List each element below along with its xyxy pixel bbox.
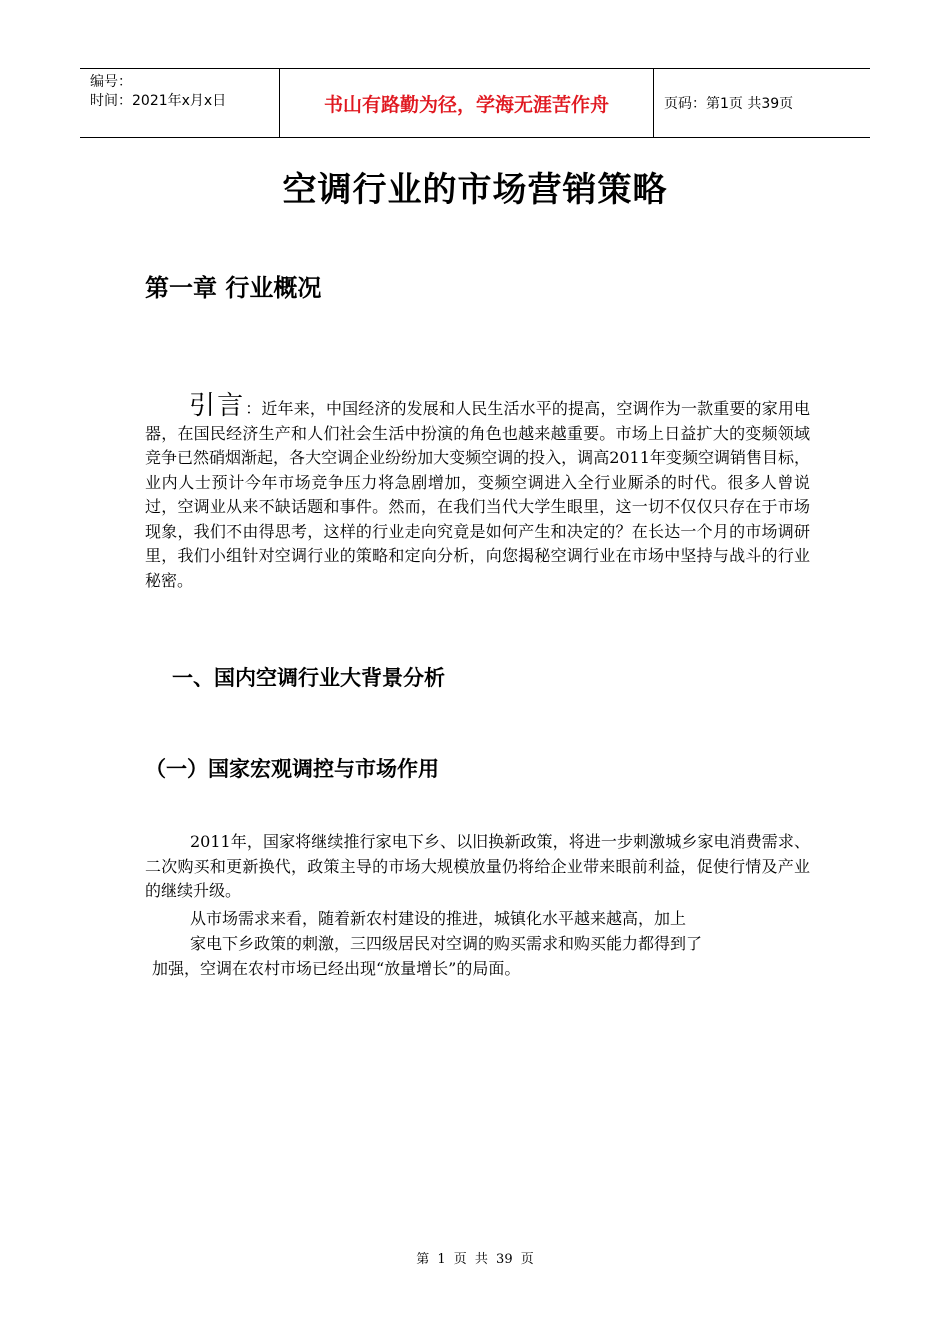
subsection-heading: （一）国家宏观调控与市场作用 <box>145 757 439 781</box>
time-label: 时间：2021年x月x日 <box>90 93 227 109</box>
policy-paragraph: 2011年，国家将继续推行家电下乡、以旧换新政策，将进一步刺激城乡家电消费需求、二次购买和更新换代，政策主导的市场大规模放量仍将给企业带来眼前利益，促使行情及产业的继续升级。 <box>145 832 810 900</box>
demand-paragraph-line: 加强，空调在农村市场已经出现“放量增长”的局面。 <box>152 959 521 978</box>
number-label: 编号： <box>90 74 132 90</box>
header-meta <box>80 69 280 137</box>
chapter-heading: 第一章 行业概况 <box>145 274 322 302</box>
intro-label: 引言 <box>189 391 246 421</box>
demand-paragraph-line: 家电下乡政策的刺激，三四级居民对空调的购买需求和购买能力都得到了 <box>190 934 703 953</box>
header-motto: 书山有路勤为径，学海无涯苦作舟 <box>280 69 654 137</box>
header-page-info: 页码：第1页 共39页 <box>664 96 794 112</box>
document-title: 空调行业的市场营销策略 <box>282 170 668 210</box>
intro-paragraph <box>145 391 810 593</box>
demand-paragraph-line: 从市场需求来看，随着新农村建设的推进，城镇化水平越来越高，加上 <box>190 909 687 928</box>
intro-text: ：近年来，中国经济的发展和人民生活水平的提高，空调作为一款重要的家用电器，在国民经济生产和人们社会生活中扮演的角色也越来越重要。市场上日益扩大的变频领域竞争已然硝烟渐起，各大空调企业纷纷加大变频空调的投入，调高2011年变频空调销售目标，业内人士预计今年市场竞争压力将急剧增加，变频空调进入全行业厮杀的时代。很多人曾说过，空调业从来不缺话题和事件。然而，在我们当代大学生眼里，这一切不仅仅只存在于市场现象，我们不由得思考，这样的行业走向究竟是如何产生和决定的？在长达一个月的市场调研里，我们小组针对空调行业的策略和定向分析，向您揭秘空调行业在市场中坚持与战斗的行业秘密。 <box>145 399 810 590</box>
section-heading: 一、国内空调行业大背景分析 <box>172 666 445 690</box>
page-footer: 第 1 页 共 39 页 <box>416 1252 534 1267</box>
document-header <box>80 68 870 138</box>
